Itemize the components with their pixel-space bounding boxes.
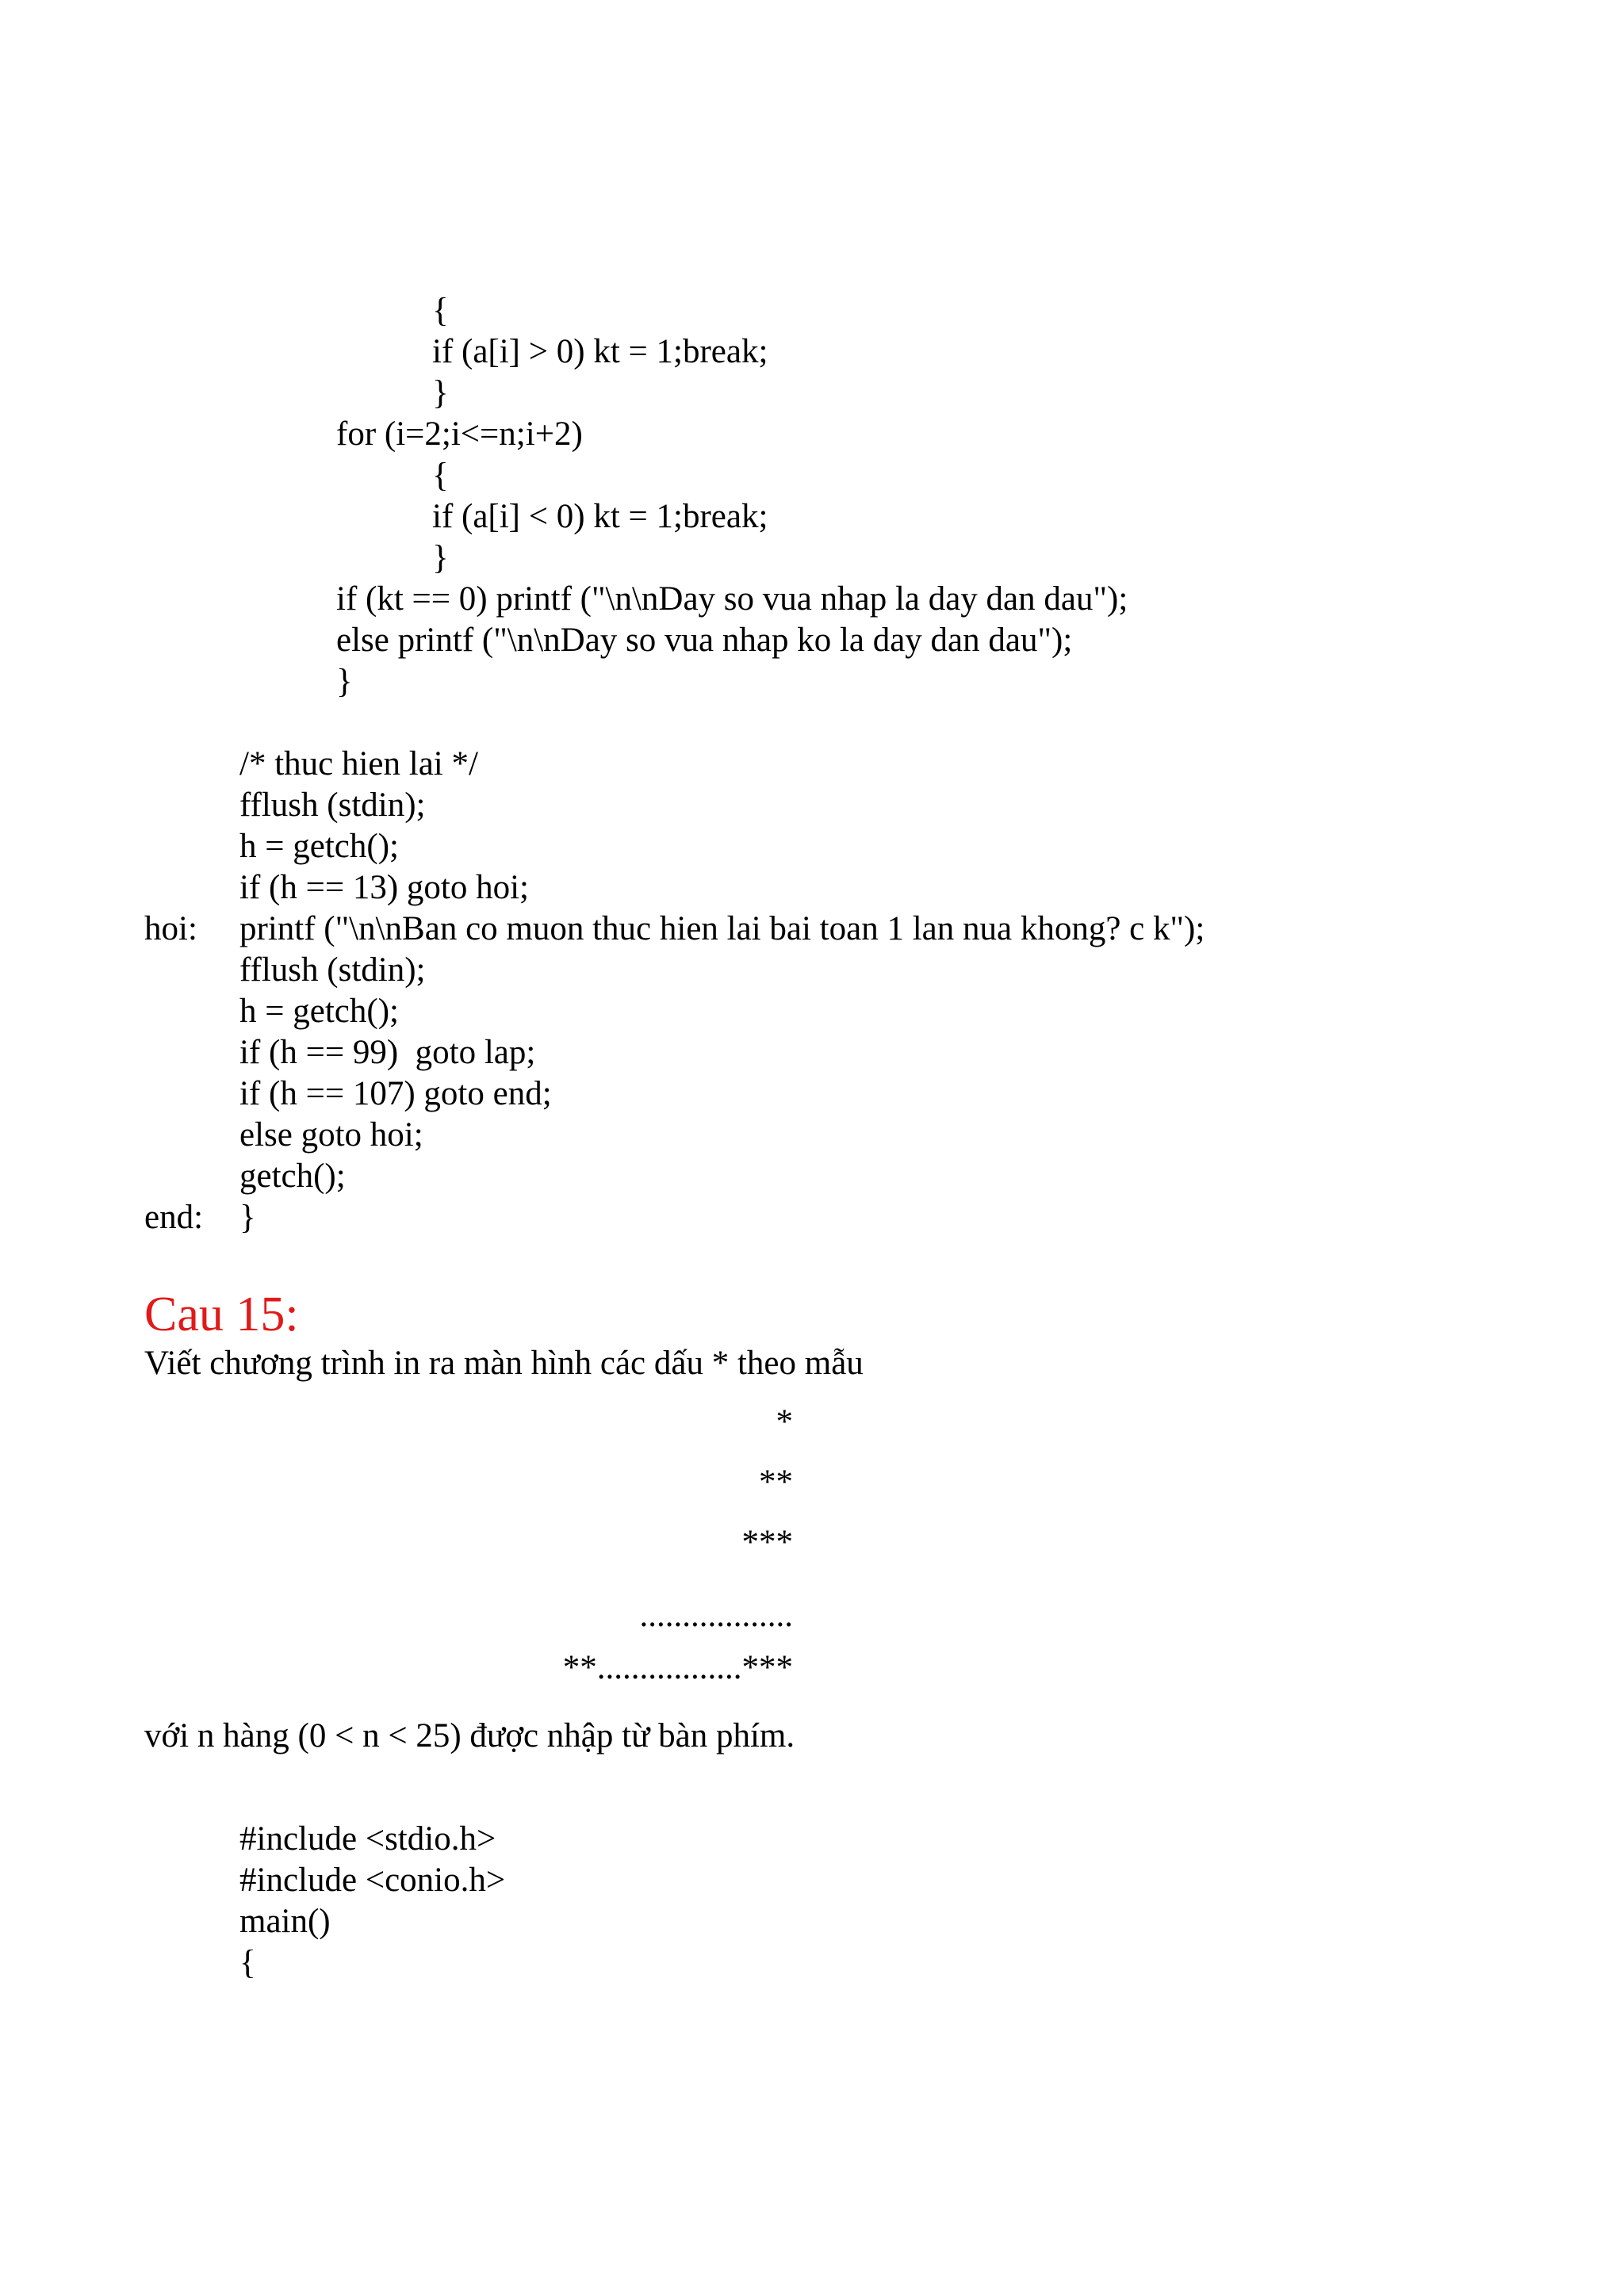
section-heading: Cau 15: — [144, 1288, 299, 1341]
pattern-row: .................. — [639, 1597, 793, 1634]
code-line: for (i=2;i<=n;i+2) — [336, 415, 583, 453]
code-line: } — [432, 539, 449, 576]
code-line: #include <stdio.h> — [239, 1820, 496, 1858]
exercise-note: với n hàng (0 < n < 25) được nhập từ bàn phím. — [144, 1717, 795, 1755]
code-line: #include <conio.h> — [239, 1862, 506, 1899]
code-line: else goto hoi; — [239, 1116, 423, 1154]
code-line: { — [432, 457, 449, 494]
code-label-end: end: — [144, 1199, 204, 1236]
code-line: if (h == 107) goto end; — [239, 1075, 552, 1112]
code-line: h = getch(); — [239, 993, 399, 1030]
code-line: if (a[i] > 0) kt = 1;break; — [432, 333, 768, 370]
code-line: else printf ("\n\nDay so vua nhap ko la day dan dau"); — [336, 622, 1073, 659]
code-line: if (a[i] < 0) kt = 1;break; — [432, 498, 768, 535]
pattern-row: * — [776, 1403, 793, 1441]
code-line: fflush (stdin); — [239, 951, 426, 989]
code-line: /* thuc hien lai */ — [239, 745, 478, 783]
code-line: if (h == 13) goto hoi; — [239, 869, 529, 906]
pattern-row: **.................*** — [562, 1649, 793, 1686]
code-line: if (h == 99) goto lap; — [239, 1034, 536, 1071]
code-line: fflush (stdin); — [239, 786, 426, 824]
exercise-prompt: Viết chương trình in ra màn hình các dấu * theo mẫu — [144, 1345, 864, 1382]
code-line: } — [336, 663, 353, 700]
pattern-row: ** — [759, 1464, 793, 1501]
code-line: h = getch(); — [239, 828, 399, 865]
code-line: { — [239, 1944, 256, 1981]
code-line: { — [432, 292, 449, 329]
code-line: printf ("\n\nBan co muon thuc hien lai bai toan 1 lan nua khong? c k"); — [239, 910, 1205, 947]
code-line: } — [239, 1199, 256, 1236]
code-line: if (kt == 0) printf ("\n\nDay so vua nhap la day dan dau"); — [336, 580, 1128, 618]
code-label-hoi: hoi: — [144, 910, 197, 947]
pattern-row: *** — [741, 1524, 793, 1561]
code-line: getch(); — [239, 1158, 346, 1195]
code-line: } — [432, 374, 449, 411]
code-line: main() — [239, 1903, 331, 1940]
